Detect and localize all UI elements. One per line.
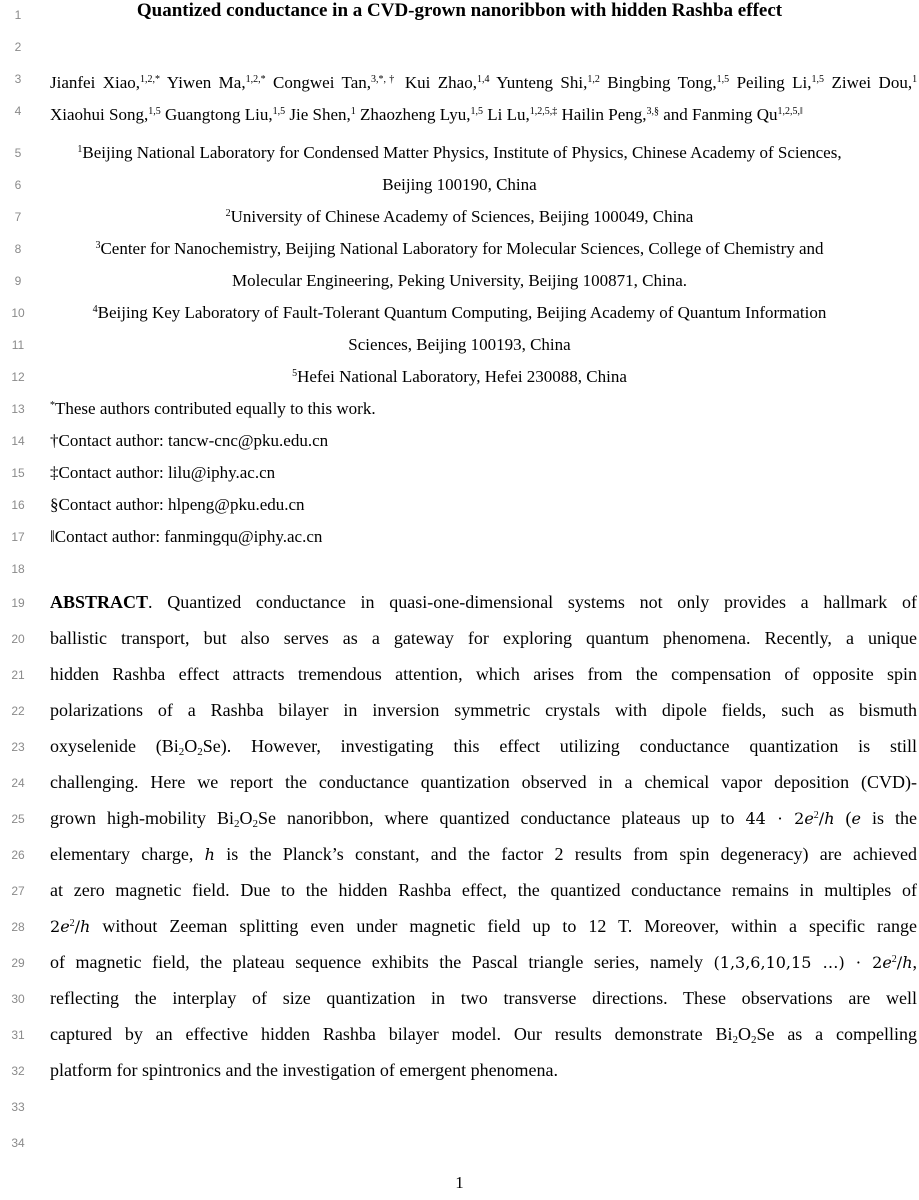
abstract-line: polarizations of a Rashba bilayer in inversion symmetric crystals with dipole fields, such as bismuth	[50, 700, 917, 720]
line-number: 12	[11, 370, 25, 384]
line-number: 2	[14, 40, 22, 54]
author: Yiwen Ma,$^{1,2,*}$	[166, 73, 266, 92]
author-note: §Contact author: hlpeng@pku.edu.cn	[50, 495, 305, 514]
line-number: 32	[11, 1064, 25, 1078]
author: Ziwei Dou,$^1$	[831, 73, 918, 92]
author: Kui Zhao,$^{1,4}$	[404, 73, 490, 92]
line-number: 16	[11, 498, 25, 512]
line-number: 1	[14, 8, 22, 22]
abstract-line: oxyselenide $(Bi_2O_2Se)$. However, investigating this effect utilizing conductance quantization is still	[50, 736, 917, 758]
author-note: †Contact author: tancw-cnc@pku.edu.cn	[50, 431, 329, 450]
abstract-line: $2e^2/h$ without Zeeman splitting even under magnetic field up to 12 T. Moreover, within a specific range	[50, 916, 917, 936]
line-number: 26	[11, 848, 25, 862]
line-number: 14	[11, 434, 25, 448]
author: Guangtong Liu,$^{1,5}$	[164, 105, 286, 124]
line-number: 27	[11, 884, 25, 898]
author: Hailin Peng,$^{3,\S}$	[561, 105, 659, 124]
line-number: 5	[14, 146, 22, 160]
author: Bingbing Tong,$^{1,5}$	[607, 73, 730, 92]
abstract-line: platform for spintronics and the investigation of emergent phenomena.	[50, 1060, 559, 1080]
author-note: ǁContact author: fanmingqu@iphy.ac.cn	[50, 527, 323, 546]
affiliation: Sciences, Beijing 100193, China	[348, 335, 571, 354]
author: Xiaohui Song,$^{1,5}$	[50, 105, 161, 124]
author: Li Lu,$^{1,2,5,\ddagger}$	[487, 105, 558, 124]
line-number: 33	[11, 1100, 25, 1114]
line-number: 4	[14, 104, 22, 118]
abstract-line: of magnetic field, the plateau sequence exhibits the Pascal triangle series, namely (1,3,6,10,15 …) · $2e^2/h$,	[50, 952, 917, 972]
abstract-line: challenging. Here we report the conductance quantization observed in a chemical vapor deposition (CVD)-	[50, 772, 917, 792]
line-number: 6	[14, 178, 22, 192]
affiliation: Molecular Engineering, Peking University, Beijing 100871, China.	[232, 271, 687, 290]
author-note: ‡Contact author: lilu@iphy.ac.cn	[50, 463, 276, 482]
line-number: 29	[11, 956, 25, 970]
author: Zhaozheng Lyu,$^{1,5}$	[360, 105, 483, 124]
abstract-line: elementary charge, h is the Planck’s constant, and the factor 2 results from spin degeneracy) are achieved	[50, 844, 918, 864]
affiliation: $^3$Center for Nanochemistry, Beijing National Laboratory for Molecular Sciences, College of Chemistry and	[95, 239, 824, 258]
line-number: 17	[11, 530, 25, 544]
author-list	[50, 67, 917, 131]
author: Yunteng Shi,$^{1,2}$	[496, 73, 600, 92]
abstract-line: at zero magnetic field. Due to the hidden Rashba effect, the quantized conductance remains in multiples of	[50, 880, 917, 900]
line-number: 21	[11, 668, 25, 682]
abstract-line: reflecting the interplay of size quantization in two transverse directions. These observations are well	[50, 988, 917, 1008]
affiliation: $^2$University of Chinese Academy of Sciences, Beijing 100049, China	[225, 207, 694, 226]
author: Jie Shen,$^1$	[289, 105, 356, 124]
line-number: 34	[11, 1136, 25, 1150]
affiliation: $^4$Beijing Key Laboratory of Fault-Tolerant Quantum Computing, Beijing Academy of Quantum Information	[92, 303, 827, 322]
page-number: 1	[455, 1173, 464, 1192]
abstract-line: hidden Rashba effect attracts tremendous attention, which arises from the compensation of opposite spin	[50, 664, 917, 684]
affiliation: $^5$Hefei National Laboratory, Hefei 230088, China	[292, 367, 627, 386]
line-number: 22	[11, 704, 25, 718]
line-number: 23	[11, 740, 25, 754]
line-number: 24	[11, 776, 25, 790]
abstract-label: ABSTRACT	[50, 592, 149, 612]
line-number: 31	[11, 1028, 25, 1042]
line-number: 25	[11, 812, 25, 826]
line-number: 13	[11, 402, 25, 416]
abstract-line: ballistic transport, but also serves as a gateway for exploring quantum phenomena. Recently, a unique	[50, 628, 917, 648]
line-number: 15	[11, 466, 25, 480]
line-number: 30	[11, 992, 25, 1006]
line-number: 7	[14, 210, 22, 224]
abstract-line: captured by an effective hidden Rashba bilayer model. Our results demonstrate $Bi_2O_2Se$ as a compelling	[50, 1024, 918, 1046]
author: and Fanming $Qu^{1,2,5,ǁ}$	[663, 105, 803, 124]
line-number: 9	[14, 274, 22, 288]
line-number: 8	[14, 242, 22, 256]
line-number: 19	[11, 596, 25, 610]
author: Congwei Tan,$^{3,*,\dagger}$	[273, 73, 398, 92]
author: Peiling Li,$^{1,5}$	[736, 73, 825, 92]
abstract-line: ABSTRACT. Quantized conductance in quasi-one-dimensional systems not only provides a hallmark of	[50, 592, 917, 612]
abstract-line: grown high-mobility $Bi_2O_2Se$ nanoribbon, where quantized conductance plateaus up to $44 \cdot 2e^2/h$ (e is the	[50, 808, 918, 830]
line-number: 18	[11, 562, 25, 576]
author: Jianfei Xiao,$^{1,2,*}$	[50, 73, 161, 92]
line-number: 3	[14, 72, 22, 86]
line-number: 28	[11, 920, 25, 934]
author-note: *These authors contributed equally to this work.	[50, 399, 376, 418]
line-number: 10	[11, 306, 25, 320]
affiliation: Beijing 100190, China	[382, 175, 537, 194]
affiliation: $^1$Beijing National Laboratory for Condensed Matter Physics, Institute of Physics, Chinese Academy of Sciences,	[77, 143, 842, 162]
paper-title: Quantized conductance in a CVD-grown nanoribbon with hidden Rashba effect	[136, 0, 783, 21]
line-number: 11	[11, 338, 25, 352]
line-number: 20	[11, 632, 25, 646]
